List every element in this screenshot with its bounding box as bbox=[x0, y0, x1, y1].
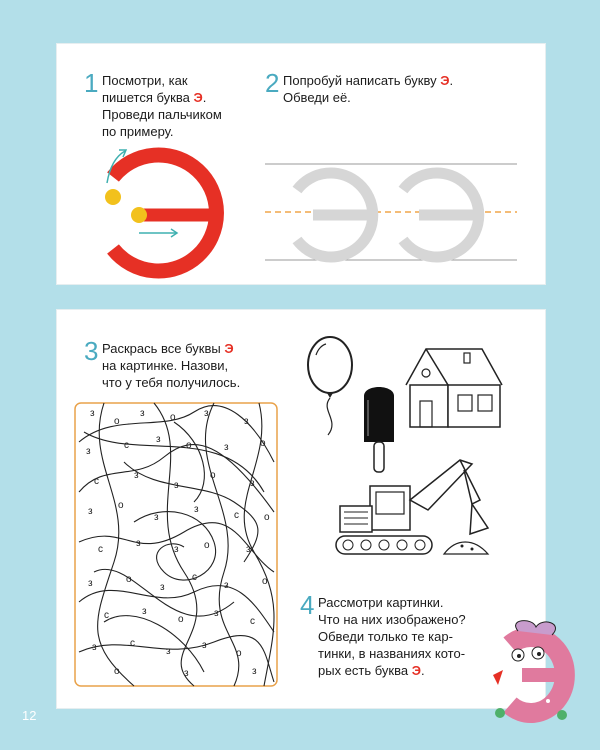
maze-letter[interactable]: о bbox=[236, 648, 242, 659]
maze-letter[interactable]: з bbox=[136, 538, 141, 549]
maze-letter[interactable]: з bbox=[202, 640, 207, 651]
maze-letter[interactable]: с bbox=[104, 610, 109, 621]
maze-letter[interactable]: с bbox=[192, 572, 197, 583]
maze-letter[interactable]: з bbox=[134, 470, 139, 481]
maze-letter[interactable]: с bbox=[94, 476, 99, 487]
maze-letter[interactable]: з bbox=[88, 506, 93, 517]
maze-letter[interactable]: з bbox=[184, 668, 189, 679]
maze-letter[interactable]: з bbox=[88, 578, 93, 589]
maze-letter[interactable]: з bbox=[174, 544, 179, 555]
maze-letter[interactable]: з bbox=[214, 608, 219, 619]
maze-letter[interactable]: з bbox=[224, 580, 229, 591]
maze-letter[interactable]: з bbox=[250, 478, 255, 489]
task-4-text: Рассмотри картинки. Что на них изображено? Обведи только те кар- тинки, в названиях кото- рых есть буква Э. bbox=[318, 595, 466, 678]
task-1-number: 1 bbox=[84, 68, 99, 98]
trace-letter-1 bbox=[297, 173, 375, 257]
maze-letter[interactable]: з bbox=[90, 408, 95, 419]
maze-letter[interactable]: о bbox=[114, 666, 120, 677]
task-2-text: Попробуй написать букву Э. Обведи её. bbox=[283, 73, 454, 105]
maze-letter[interactable]: о bbox=[264, 512, 270, 523]
maze-letter[interactable]: о bbox=[114, 416, 120, 427]
maze-letter[interactable]: с bbox=[98, 544, 103, 555]
letter-character-icon bbox=[488, 615, 578, 725]
maze-letter[interactable]: о bbox=[204, 540, 210, 551]
maze-letter[interactable]: з bbox=[204, 408, 209, 419]
maze-letter[interactable]: о bbox=[210, 470, 216, 481]
maze-letter[interactable]: з bbox=[194, 504, 199, 515]
maze-letter[interactable]: о bbox=[260, 438, 266, 449]
maze-letter[interactable]: з bbox=[252, 666, 257, 677]
maze-letter[interactable]: з bbox=[160, 582, 165, 593]
trace-letter-2 bbox=[403, 173, 481, 257]
task-2-number: 2 bbox=[265, 68, 280, 98]
maze-letter[interactable]: с bbox=[250, 616, 255, 627]
maze-letter[interactable]: з bbox=[86, 446, 91, 457]
maze-letter[interactable]: з bbox=[166, 646, 171, 657]
maze-letter[interactable]: з bbox=[174, 480, 179, 491]
maze-letter[interactable]: с bbox=[130, 638, 135, 649]
maze-letter[interactable]: с bbox=[124, 440, 129, 451]
maze-letter[interactable]: с bbox=[234, 510, 239, 521]
task-1-text: Посмотри, как пишется буква Э. Проведи пальчиком по примеру. bbox=[102, 73, 222, 139]
maze-letter[interactable]: з bbox=[140, 408, 145, 419]
start-dot-top bbox=[105, 189, 121, 205]
house-icon[interactable] bbox=[404, 345, 504, 430]
coloring-maze[interactable] bbox=[74, 402, 278, 687]
maze-letter[interactable]: з bbox=[224, 442, 229, 453]
maze-letter[interactable]: о bbox=[178, 614, 184, 625]
task-3-number: 3 bbox=[84, 336, 99, 366]
maze-letter[interactable]: о bbox=[126, 574, 132, 585]
maze-letter[interactable]: з bbox=[244, 416, 249, 427]
maze-letter[interactable]: о bbox=[118, 500, 124, 511]
excavator-icon[interactable] bbox=[332, 450, 522, 570]
task-3-text: Раскрась все буквы Э на картинке. Назови, что у тебя получилось. bbox=[102, 341, 241, 390]
maze-letter[interactable]: з bbox=[156, 434, 161, 445]
page-number: 12 bbox=[22, 708, 37, 723]
maze-letter[interactable]: з bbox=[92, 642, 97, 653]
balloon-icon[interactable] bbox=[300, 335, 360, 445]
maze-letter[interactable]: о bbox=[186, 440, 192, 451]
tracing-area bbox=[265, 160, 517, 262]
maze-letter[interactable]: з bbox=[154, 512, 159, 523]
start-dot-middle bbox=[131, 207, 147, 223]
maze-letter[interactable]: з bbox=[246, 544, 251, 555]
big-letter-e-graphic bbox=[95, 145, 235, 280]
maze-letter[interactable]: о bbox=[262, 576, 268, 587]
maze-letter[interactable]: о bbox=[170, 412, 176, 423]
task-4-number: 4 bbox=[300, 590, 315, 620]
maze-letter[interactable]: з bbox=[142, 606, 147, 617]
